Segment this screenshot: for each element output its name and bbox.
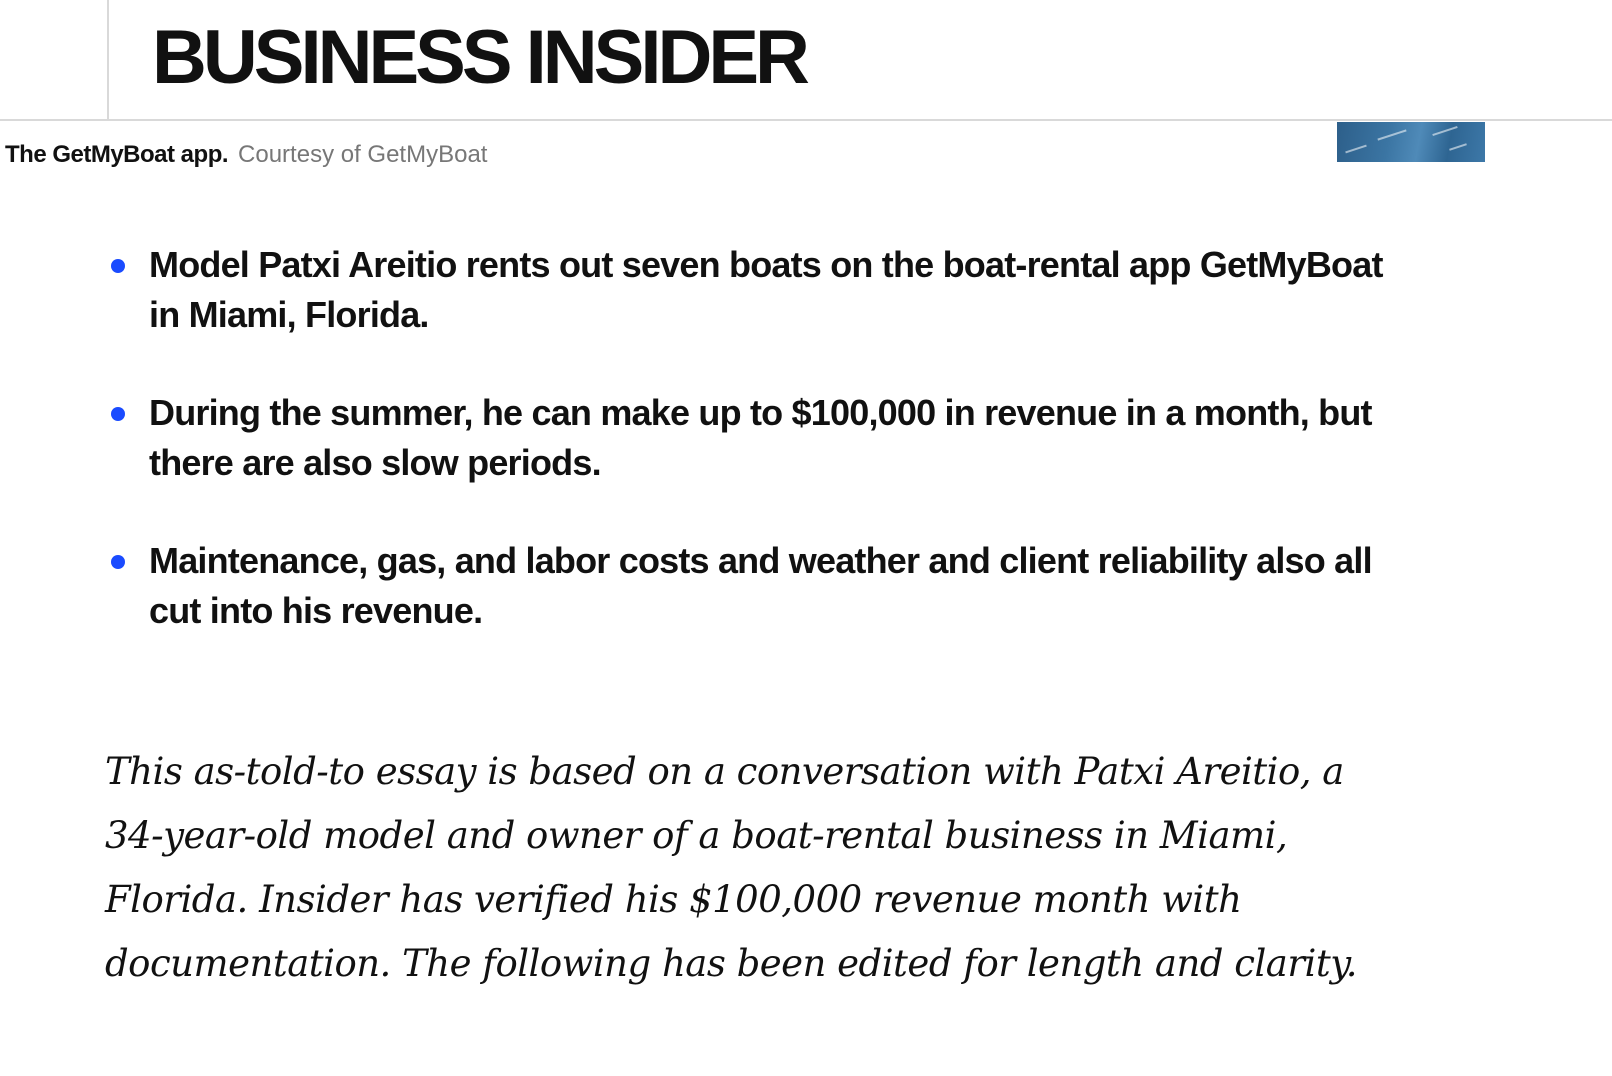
bullet-dot-icon [111,555,125,569]
caption-credit: Courtesy of GetMyBoat [238,141,488,168]
article-intro: This as-told-to essay is based on a conversation with Patxi Areitio, a 34-year-old model and owner of a boat-rental business in Miami, Florida. Insider has verified his $100,000 revenue month with documentation. The following has been edited for length and clarity. [105,750,1357,985]
summary-item-text: During the summer, he can make up to $100,000 in revenue in a month, but there are also slow periods. [149,392,1372,483]
summary-item [105,240,1405,340]
caption-title: The GetMyBoat app. [5,141,229,168]
summary-item-text: Maintenance, gas, and labor costs and weather and client reliability also all cut into his revenue. [149,540,1372,631]
summary-item [105,388,1405,488]
image-caption [5,138,487,172]
summary-item-text: Model Patxi Areitio rents out seven boats on the boat-rental app GetMyBoat in Miami, Florida. [149,244,1383,335]
summary-list [105,240,1405,684]
hero-image [1337,122,1485,162]
site-header [0,0,1612,121]
business-insider-logo[interactable]: BUSINESS INSIDER [152,15,806,100]
bullet-dot-icon [111,407,125,421]
summary-item [105,536,1405,636]
header-divider [107,0,109,121]
bullet-dot-icon [111,259,125,273]
